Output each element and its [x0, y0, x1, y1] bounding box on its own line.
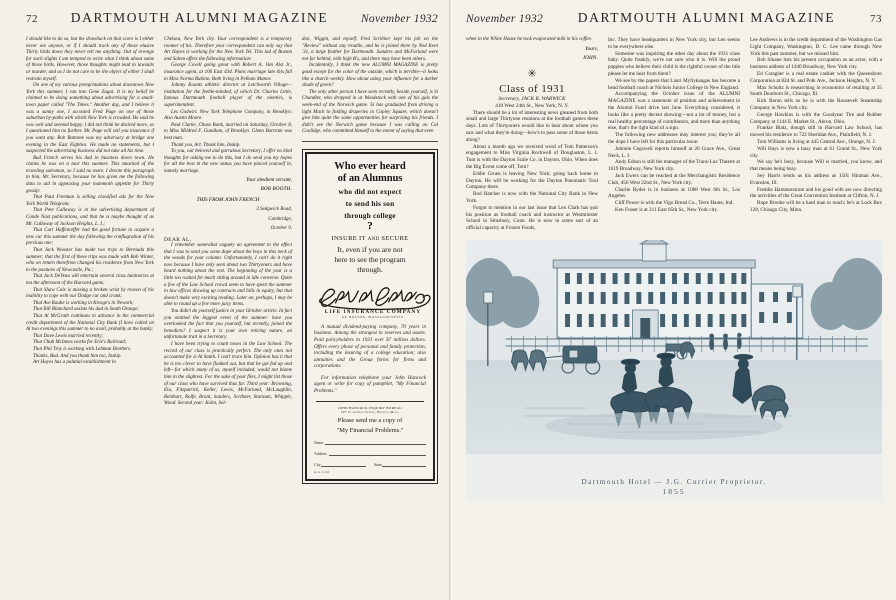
class-section-title: Class of 1931 — [499, 82, 565, 95]
ad-subhead-line2: to send his son — [345, 199, 395, 209]
ad-question-mark: ? — [367, 220, 373, 233]
paragraph: Johnnie Cogswell reports himself at 26 Grace Ave., Great Neck, L. I. — [608, 145, 740, 159]
paragraph: The only other person I have seen recently, beside yourself, is Si Chandler, who dropped in at Woodstock with one of his gals the week-end of the Norwich game. Si has graduated from driving a light Mack to folding draperies in Copley Square, which doesn't give him quite the same opportunities for surprising his friends. I didn't see the Norwich game because I was calling on Cal Coolidge, who committed himself to the extent of saying that even — [302, 89, 438, 135]
folio-left: 72 — [26, 13, 38, 25]
paragraph: That Al McGrath continues to advance in the commercial credit department of the National City Bank (I have called on Al two evenings this summer to no avail, probably at the bank); — [26, 313, 154, 333]
ad-subhead-line3: through college — [344, 211, 396, 221]
coupon-name-rule — [325, 439, 426, 445]
class-secretary: Secretary, JACK R. WARWICK — [498, 95, 566, 102]
engraving-year: 1855 — [662, 486, 686, 496]
paragraph: We see by the papers that Lauri Myllykangas has become a head football coach at Nichols Junior College in New England. — [608, 77, 740, 91]
paragraph: Accompanying the October issue of the ALUMNI MAGAZINE was a statement of position and achievement in the Alumni Fund drive last June. Everything considered, it looks like a pretty decent showing—not a lot of money, but a real healthy percentage of contributors, and more than anything else, that's the right kind of a sign. — [608, 91, 740, 132]
letter-closing: Yours, — [585, 45, 598, 52]
ad-border-frame — [305, 152, 435, 482]
paragraph: Art Hayes has a palatial establishment in — [33, 360, 116, 366]
coupon-address-label: Address — [314, 452, 327, 457]
asterisk-ornament-icon: ✳ — [527, 67, 537, 80]
paragraph: Cliff Power is with the Vigo Bread Co., Terre Haute, Ind. — [615, 200, 734, 207]
letter-date: October 9. — [270, 226, 292, 232]
left-column-3 — [302, 37, 438, 484]
paragraph: That Phil Troy is working with Lehman Brothers. — [33, 346, 132, 352]
right-column-3 — [750, 37, 882, 232]
john-hancock-logo — [314, 282, 432, 319]
letter-address-line: Cambridge, — [268, 216, 292, 222]
john-hancock-advertisement[interactable] — [302, 149, 438, 485]
paragraph: when in the White House he took evaporated milk in his coffee. — [466, 37, 593, 42]
paragraph: Ken Fraser is at 211 East 85th St., New York city. — [615, 206, 718, 213]
left-columns — [26, 37, 438, 484]
coupon-name-field[interactable] — [314, 439, 426, 445]
paragraph: I have been trying to count noses in the Law School. The record of our class is practically perfect. The only ones not accounted for is Al Smith. I can't trace him. Opinion has it that he is too clever to have flunked out, but that he got fed up and left—for which many of us, myself included, would not blame him in the slightest. For the sake of your files, I might list those of our class who have survived thus far. Third year: Browning, Ela, Fitzpatrick, Keller, Lewis, McFarland, McLaughlin, Reinhart, Rolfe, Brant, Sanders, Scribner, Sturman, Whipple, Wood. Second year: Kohn, Sel- — [164, 341, 292, 407]
paragraph: That Bill Blanchard assists his dad in South Orange; — [33, 307, 139, 313]
ad-body-text-2: For information telephone your John Hancock agent or write for copy of pamphlet, "My Financial Problems." — [314, 374, 426, 395]
paragraph: George Covell going great with Robert A. Van Alst Jr., insurance agent, at 100 East 43d. Plans marriage late this fall to Miss Norma Rubino. Both living in Pelham Manor. — [164, 63, 292, 82]
paragraph: I should like to do so, but the drawback on that score is I either never see anyone, or if I should track any of these elusive Thirty birds down they never tell me anything. Out of revenge for such slights I am tempted to write what I think about some of those birds. However, those thoughts might lead to lawsuits or murder, and as I do not care to be the object of either I shall restrain myself. — [26, 37, 154, 82]
ad-cta-line4: through. — [357, 265, 383, 275]
coupon-city-state-row[interactable] — [314, 461, 426, 467]
paragraph: That Ave Raube is working in Kresge's in Newark; — [33, 300, 134, 306]
paragraph: Forgot to mention in our last issue that Len Clark has quit his position as football coach and instructor at Westminster School in Simsbury, Conn. He is now in some sort of an official capacity at Frozen Foods, — [466, 204, 598, 232]
paragraph: Will Hays is now a busy man at 61 Grand St., New York city. — [750, 145, 882, 159]
engraving-caption: Dartmouth Hotel — J.G. Currier Proprietor. — [581, 477, 767, 486]
coupon-city-label: City — [314, 463, 321, 468]
paragraph: We say he's busy, because Will is married, you know, and that means being busy. — [750, 159, 882, 173]
paragraph: don, Wiggin, and myself. Fred Scribner kept his job on the "Review" without any trouble, and he is joined there by Ned Kent '31, a large feather for Dartmouth. Sanders and McFarland were not far behind, with high B's, and there may have been others. — [302, 37, 438, 62]
paragraph: Sey Harris sends us his address as 1501 Hinman Ave., Evanston, Ill. — [750, 172, 882, 186]
paragraph: That Shaw Cole is missing a broken wrist by reason of his inability to cope with our Dodge car and crank; — [26, 287, 154, 300]
paragraph: That Jack DeVeau will entertain several class luminaries at tea the afternoon of the Harvard game; — [26, 274, 154, 286]
paragraph: Eddie Gruen is leaving New York; going back home to Dayton. He will be working for the Dayton Pneumatic Tool Company there. — [466, 170, 598, 191]
letter-address-line: 3 Sedgwick Road, — [256, 207, 292, 213]
right-columns — [466, 37, 882, 232]
paragraph: Andy Edson is still the manager of the Trans-Lux Theatre at 1619 Broadway, New York city. — [608, 159, 740, 173]
ad-headline-line2: of an Alumnus — [337, 172, 403, 184]
paragraph: Kirk Baron tells us he is with the Roosevelt Steamship Company in New York city. — [750, 98, 882, 111]
paragraph: Inc. They have headquarters in New York city, but Len seems to be everywhere else. — [608, 37, 740, 50]
paragraph: On one of my various peregrinations about downtown New York this summer, I ran into Gene Zagat. It is my belief he claimed to be doing something about advertising for a small-town paper called "The Times." Another day, and I believe it was a sunny one, I accosted Fred Page on one of those suburban by-paths with which New York is crowded. He said he was well and seemed happy. I did not think he desired more, so I questioned him no further. Mr. Page will sell you insurance if you want any. Bob Bottome was my adversary at bridge one evening in the East Eighties. He made no statements, but I suspected the advertising business did not take all his time. — [26, 83, 154, 155]
folio-right: 73 — [869, 13, 882, 25]
masthead-left: DARTMOUTH ALUMNI MAGAZINE — [70, 10, 329, 25]
right-column-2 — [608, 37, 740, 232]
paragraph: That Paul Freeman is selling classified ads for the New York World Telegram; — [26, 195, 154, 207]
letter-closing: Your obedient servant, — [246, 177, 292, 184]
letter-source-line: THIS FROM JOHN FRENCH — [196, 197, 260, 204]
letter-signature: JOHN. — [582, 54, 598, 61]
letter-signature: BOB BOOTH. — [260, 186, 292, 193]
paragraph: Bud French serves his dad in business down town. He claims he was on a tour this summer. This smacked of the traveling salesman, so I said no more. I devote this paragraph to him, Mr. Secretary, because he has given me the following data to aid in appeasing your mammoth appetite for Thirty gossip: — [26, 155, 154, 194]
coupon-address-rule — [329, 450, 426, 456]
paragraph: I remember somewhat vaguely an agreement to the effect that I was to send you some dope about the boys in this neck of the woods for your column. Unfortunately, I can't do it right now because I have only seen about two Thirtyoners and have heard nothing about the rest. The beginning of the year is a little too rushed for much sitting around in idle converse. Quite a few of the Law School crowd seem to have spent the summer in law offices drawing up contracts and bills in equity, but that doesn't make very exciting reading. Later on, perhaps, I may be able to round up a few more juicy items. — [164, 243, 292, 308]
engraving-illustration — [466, 240, 882, 502]
running-head-right — [466, 10, 882, 32]
coupon-address-field[interactable] — [314, 450, 426, 456]
right-column-1 — [466, 37, 598, 232]
ad-body-text: A mutual dividend-paying company, 70 years in business. Among the strongest in reserves and assets. Paid policyholders in 1931 over $7 million dollars. Offers every phase of personal and family protection, including the insuring of a college education; also annuities and the Group forms for firms and corporations. — [314, 323, 426, 370]
masthead-right: DARTMOUTH ALUMNI MAGAZINE — [577, 10, 836, 25]
dartmouth-hotel-engraving — [466, 240, 882, 502]
paragraph: Chelsea, New York city. Your correspondent is a temporary roomer of his. Therefore your correspondent can only say that Art Hayes is working for the New York Tel. This lad of Boston and Salem offers the following information: — [164, 37, 292, 62]
ad-logo-company: LIFE INSURANCE COMPANY — [324, 308, 422, 315]
paragraph: Paul Clarke, Chase Bank, married on Saturday, October 8, to Miss Mildred F. Gundlum, of Brooklyn. Glenn Bartram was best man. — [164, 122, 292, 141]
paragraph: Max Schultz is researching in economics of retailing at 35 South Dearborn St., Chicago, Ill. — [750, 84, 882, 98]
paragraph: Freddie Hammerstrom and his good wife are now directing the activities of the Great Convention Institute at Clifton, N. J. — [750, 186, 882, 200]
coupon-city-rule — [321, 461, 366, 467]
ad-cta-line2: It, even if you are not — [337, 244, 403, 254]
paragraph: Bob Sloane lists his present occupation as an actor, with a business address of 1440 Broadway, New York city. — [750, 57, 882, 71]
paragraph: Lee Andrews is in the credit department of the Washington Gas Light Company, Washington, D. C. Lee came through New York this past summer, but we missed him. — [750, 37, 882, 57]
paragraph: The following new addresses may interest you; they're all the dope I have left for this particular issue: — [608, 132, 740, 145]
left-column-1 — [26, 37, 154, 484]
paragraph: About a month ago we received word of Tom Patterson's engagement to Miss Virginia Rockwell of Douglaston, L. I. Tom is with the Dayton Scale Co. in Dayton, Ohio. When does the Big Event come off, Tom? — [466, 143, 598, 170]
paragraph: Ed Caragher is a real estate cashier with the Queensboro Corporation at 82d St. and Polk Ave., Jackson Heights, N. Y. — [750, 70, 882, 84]
paragraph: You didn't do yourself justice in your October article. In fact you omitted the biggest event of the summer: have you overlooked the fact that you yourself, but recently, joined the benedicts? I suspect it is your own retiring nature, an unfortunate trait in a Secretary. — [164, 308, 292, 341]
paragraph: Johnny Kountz athletic director at Letchworth Village—institution for the feeble-minded, of which Dr. Charles Little, famous Dartmouth football player of the nineties, is superintendent. — [164, 83, 292, 108]
paragraph: Thanks, Bud. And you thank him too, Inskip. — [33, 353, 122, 359]
ad-logo-location: OF BOSTON, MASSACHUSETTS — [342, 314, 404, 319]
coupon-request-line1: Please send me a copy of — [337, 416, 403, 424]
coupon-city-field[interactable] — [314, 461, 366, 467]
coupon-request-line2: "My Financial Problems." — [336, 426, 404, 434]
ad-code: A. G. 11-32 — [314, 470, 330, 475]
coupon-divider — [316, 401, 424, 402]
paragraph: Incidentally, I think the new ALUMNI MAGAZINE is pretty good except for the color of the outside, which is terrible—it looks like a church weekly. How about using your influence for a darker shade of green? — [302, 63, 438, 89]
coupon-state-label: State — [374, 463, 382, 468]
paragraph: That Pete Callaway is in the advertising department of Conde Nast publications, and that he is maybe thought of as Mr. Callaway of Jackson Heights, L. I.; — [26, 208, 154, 227]
paragraph: George Hawkins is with the Goodyear Tire and Rubber Company at 1144 E. Market St., Akron, Ohio. — [750, 111, 882, 125]
ad-headline-line1: Who ever heard — [334, 160, 406, 172]
left-column-2 — [164, 37, 292, 484]
paragraph: To you, our beloved and garrulous Secretary, I offer no kind thoughts for asking me to do this, but I do send you my hopes for all the best in the new status you have placed yourself in, namely marriage. — [164, 149, 292, 174]
paragraph: Tom Williams is living at 445 Central Ave., Orange, N. J. — [757, 138, 876, 145]
paragraph: That Dave Lewis married recently; — [33, 333, 104, 339]
ad-subhead-line1: who did not expect — [338, 187, 402, 197]
paragraph: That Chub McInnes works for Erie's Railroad; — [33, 340, 127, 346]
paragraph: That Carl Haffenreffer had the good fortune to acquire a new car this summer the day following the conflagration of his previous one; — [26, 228, 154, 247]
signature-script-icon — [314, 282, 432, 311]
issue-date-left: November 1932 — [360, 13, 438, 25]
letter-salutation: DEAR AL, — [164, 237, 192, 244]
paragraph: Les Godwin: New York Telephone Company, in Brooklyn. Also Austin Moore. — [164, 109, 292, 122]
paragraph: There should be a lot of interesting news gleaned from both small and large Thirtyone reunions at the football games these days. Lots of Thirtyoners would like to hear about whom you saw and what they're doing—how's to pass some of those items along? — [466, 109, 598, 143]
coupon-bureau-address: 197 Clarendon Street, Boston, Mass. — [340, 410, 400, 415]
ad-cta-line3: here to see the program — [334, 254, 406, 264]
paragraph: Charlie Ryder is in business at 1008 West 6th St., Los Angeles. — [608, 186, 740, 200]
class-secretary-address: 410 West 24th St., New York, N. Y. — [495, 102, 569, 109]
page-right — [452, 0, 896, 600]
coupon-bureau-name: JOHN HANCOCK INQUIRY BUREAU — [337, 405, 402, 410]
paragraph: Jack Ewers can be reached at the Merchangistic Residence Club, 456 West 22nd St., New York city. — [608, 172, 740, 186]
running-head-left — [26, 10, 438, 32]
paragraph: That Jack Wooster has made two trips to Bermuda this summer; that the first of these trips was made with Bob Winter, who on return therefrom changed his residence from New York to the pastures of Newcastle, Pa.; — [26, 248, 154, 273]
issue-date-right: November 1932 — [466, 13, 544, 25]
ad-cta-line1: INSURE IT and SECURE — [331, 235, 409, 243]
coupon-name-label: Name — [314, 441, 324, 446]
paragraph: Frankie Blatz, though still in Harvard Law School, has moved his residence to 722 Sheridan Ave., Plainfield, N. J. — [750, 125, 882, 139]
paragraph: Rod Hatcher is now with the National City Bank in New York. — [466, 191, 598, 204]
coupon-state-rule — [382, 461, 426, 467]
paragraph: Rupe Brooke will be a hard man to reach; he's at Lock Box 128, Chisago City, Minn. — [750, 200, 882, 213]
section-divider — [302, 141, 438, 142]
paragraph: Someone was inquiring the other day about the 1931 class baby. Quite frankly, we're not sure who it is. Will the proud pappies who believe their child is the rightful owner of the title please let me hear from them? — [608, 50, 740, 77]
paragraph: Thank you, Art. Thank him, Inskip. — [171, 142, 241, 148]
coupon-state-field[interactable] — [374, 461, 426, 467]
